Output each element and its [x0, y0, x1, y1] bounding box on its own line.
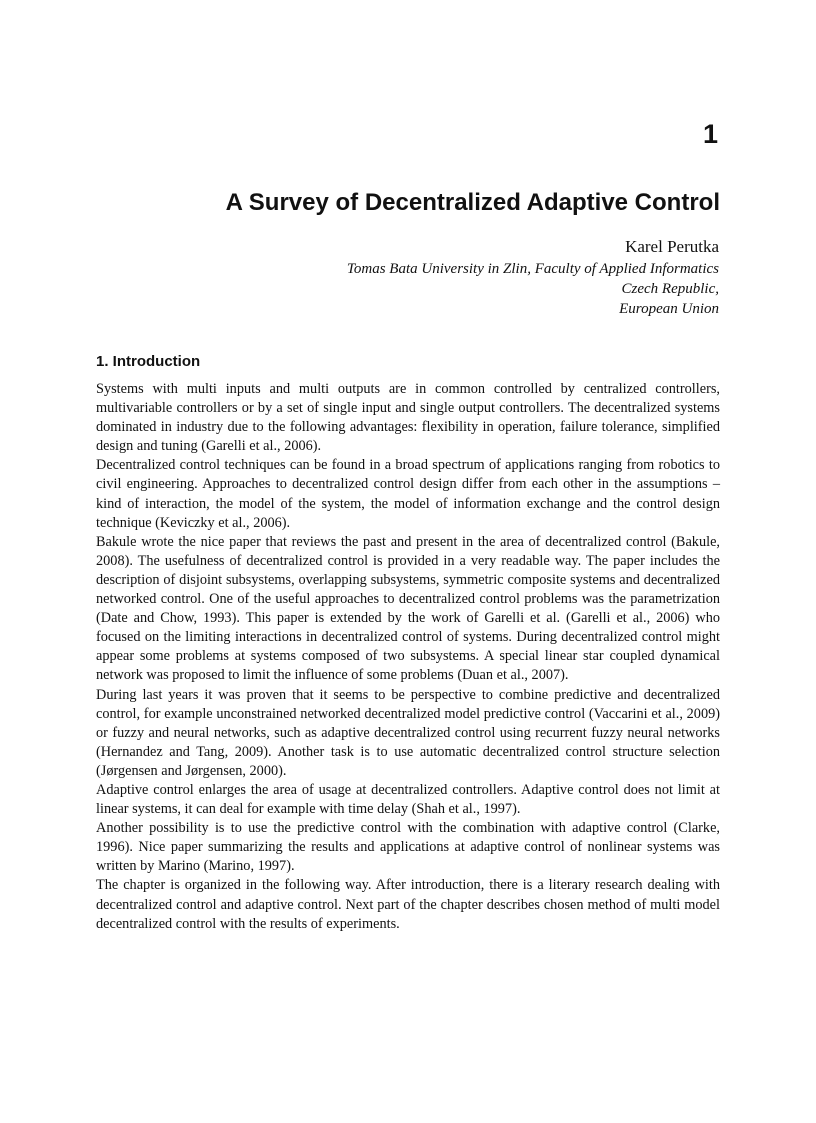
author-name: Karel Perutka: [625, 237, 719, 256]
paragraph: Another possibility is to use the predictive control with the combination with adaptive control (Clarke, 1996). Nice paper summarizing the results and applications at adaptive control of nonlinear systems was written by Marino (Marino, 1997).: [96, 820, 720, 875]
paragraph: Decentralized control techniques can be found in a broad spectrum of applications ranging from robotics to civil engineering. Approaches to decentralized control design differ from each other in the assumptions – kind of interaction, the model of the system, the model of information exchange and the control design technique (Keviczky et al., 2006).: [96, 457, 720, 531]
paragraph: The chapter is organized in the following way. After introduction, there is a literary research dealing with decentralized control and adaptive control. Next part of the chapter describes chosen method of multi model decentralized control with the results of experiments.: [96, 877, 720, 932]
author-block: [347, 235, 719, 319]
section-heading: 1. Introduction: [96, 353, 201, 370]
paragraph: Bakule wrote the nice paper that reviews the past and present in the area of decentralized control (Bakule, 2008). The usefulness of decentralized control is provided in a very readable way. The paper includes the description of disjoint subsystems, overlapping subsystems, symmetric composite systems and decentralized networked control. One of the useful approaches to decentralized control problems was the parametrization (Date and Chow, 1993). This paper is extended by the work of Garelli et al. (Garelli et al., 2006) who focused on the limiting interactions in decentralized control of systems. During decentralized control might appear some problems at systems composed of two subsystems. A special linear star coupled dynamical network was proposed to limit the influence of some problems (Duan et al., 2007).: [96, 533, 720, 684]
body-text: [96, 380, 720, 934]
affiliation-line: Tomas Bata University in Zlin, Faculty of Applied Informatics: [346, 261, 719, 277]
affiliation-line: European Union: [619, 301, 719, 317]
paragraph: Adaptive control enlarges the area of usage at decentralized controllers. Adaptive control does not limit at linear systems, it can deal for example with time delay (Shah et al., 1997).: [96, 781, 720, 818]
chapter-number: 1: [702, 119, 718, 149]
paragraph: During last years it was proven that it seems to be perspective to combine predictive and decentralized control, for example unconstrained networked decentralized model predictive control (Vaccarini et al., 2009) or fuzzy and neural networks, such as adaptive decentralized control using recurrent fuzzy neural networks (Hernandez and Tang, 2009). Another task is to use automatic decentralized control structure selection (Jørgensen and Jørgensen, 2000).: [96, 686, 720, 779]
affiliation-line: Czech Republic,: [621, 281, 719, 297]
paragraph: Systems with multi inputs and multi outputs are in common controlled by centralized controllers, multivariable controllers or by a set of single input and single output controllers. The decentralized systems dominated in industry due to the following advantages: flexibility in operation, failure tolerance, simplified design and tuning (Garelli et al., 2006).: [96, 381, 720, 455]
chapter-title: A Survey of Decentralized Adaptive Control: [225, 189, 720, 216]
